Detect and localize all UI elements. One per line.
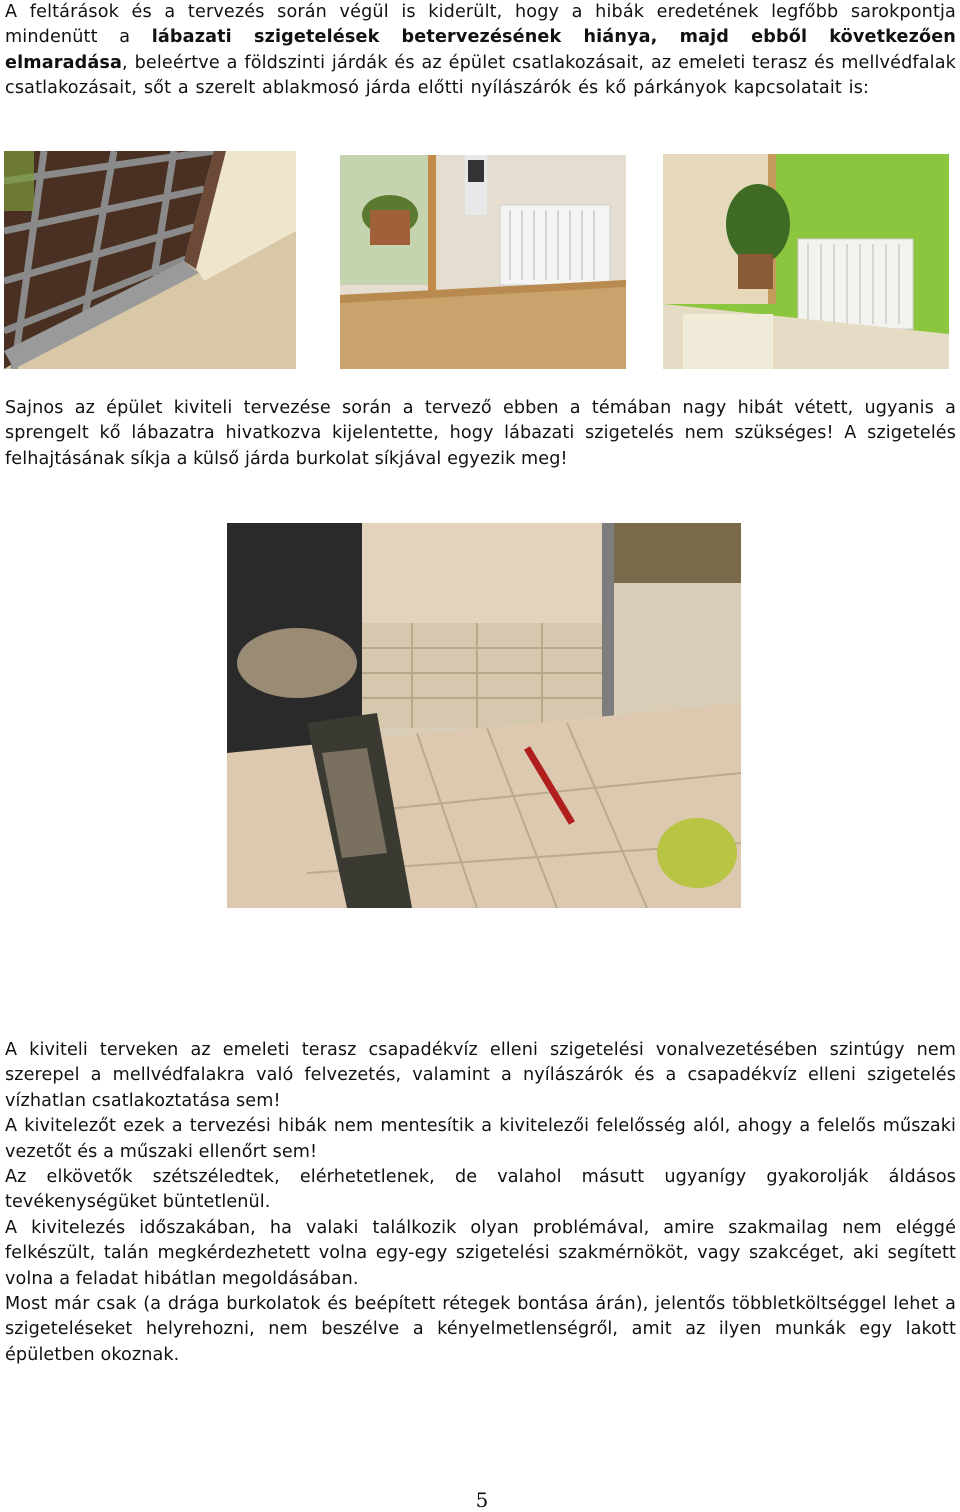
photo-green-room xyxy=(663,154,949,369)
intro-text-2: , beleértve a földszinti járdák és az épület csatlakozásait, az emeleti terasz és mellvédfalak csatlakozásait, sőt a szerelt ablakmosó járda előtti nyílászárók és kő párkányok kapcsolatait is: xyxy=(5,52,956,99)
paragraph-terrace: A kiviteli terveken az emeleti terasz csapadékvíz elleni szigetelési vonalvezetésében szintúgy nem szerepel a mellvédfalakra való felvezetés, valamint a nyílászárók és a csapadékvíz elleni szigetelés vízhatlan csatlakoztatása sem! xyxy=(5,1040,956,1111)
intro-paragraph xyxy=(5,0,956,102)
photo-excavated-plinth xyxy=(227,523,741,908)
paragraph-consultation: A kivitelezés időszakában, ha valaki találkozik olyan problémával, amire szakmailag nem eléggé felkészült, talán megkérdezhetett volna egy-egy szigetelési szakmérnököt, vagy szakcéget, aki segített volna a feladat hibátlan megoldásában. xyxy=(5,1217,956,1289)
paragraph-designer-error: Sajnos az épület kiviteli tervezése során a tervező ebben a témában nagy hibát vétett, ugyanis a sprengelt kő lábazatra hivatkozva kijelentette, hogy lábazati szigetelés nem szükséges! A szigetelés felhajtásának síkja a külső járda burkolat síkjával egyezik meg! xyxy=(5,398,956,469)
intro-text-1: A feltárások és a tervezés során végül is kiderült, hogy a hibák eredetének legfőbb sarokpontja mindenütt a xyxy=(5,2,956,48)
page-number: 5 xyxy=(475,1488,489,1512)
photo-balcony-underside xyxy=(4,151,296,369)
paragraph-repair-cost: Most már csak (a drága burkolatok és beépített rétegek bontása árán), jelentős többletköltséggel lehet a szigeteléseket helyrehozni, nem beszélve a kényelmetlenségről, amit az ilyen munkák egy lakott épületben okoznak. xyxy=(5,1294,956,1365)
paragraph-contractor: A kivitelezőt ezek a tervezési hibák nem mentesítik a kivitelezői felelősség alól, ahogy a felelős műszaki vezetőt és a műszaki ellenőrt sem! xyxy=(5,1116,956,1162)
closing-paragraphs xyxy=(5,1038,956,1368)
intro-bold: lábazati szigetelések betervezésének hiánya, majd ebből következően elmaradása xyxy=(5,27,956,73)
paragraph-perpetrators: Az elkövetők szétszéledtek, elérhetetlenek, de valahol másutt ugyanígy gyakorolják áldásos tevékenységüket büntetlenül. xyxy=(5,1167,956,1213)
photo-window-radiator xyxy=(340,155,626,369)
